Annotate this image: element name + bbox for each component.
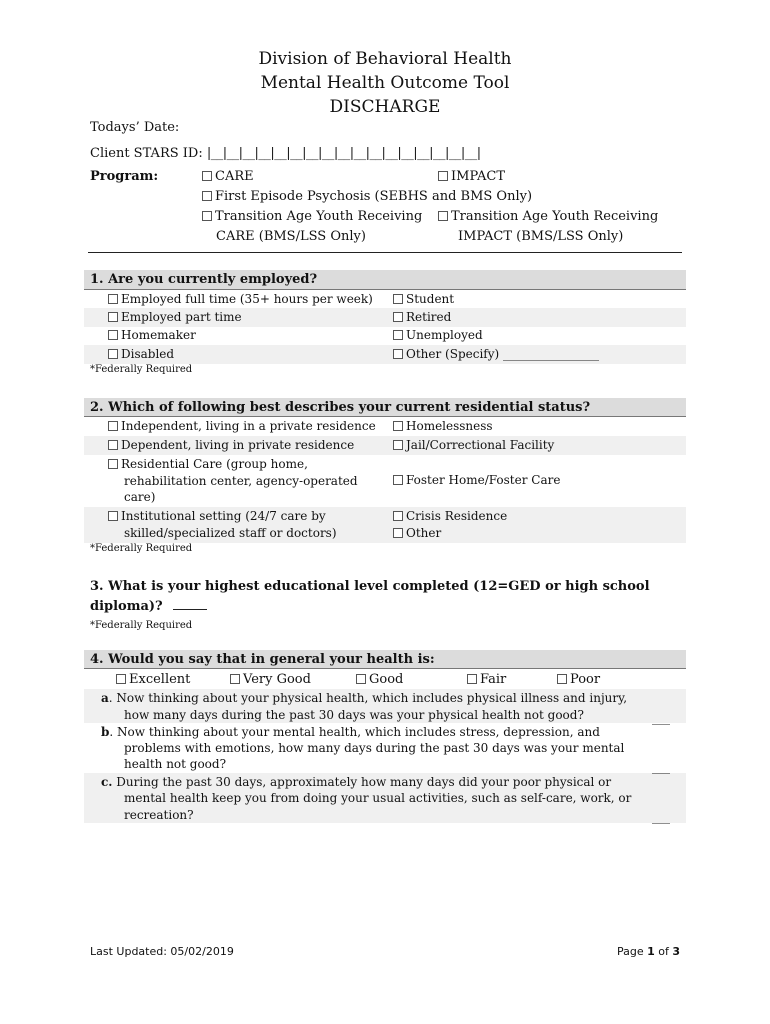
checkbox-icon[interactable]	[202, 171, 212, 181]
last-updated: Last Updated: 05/02/2019	[90, 945, 234, 958]
checkbox-icon[interactable]	[557, 674, 567, 684]
q4-option-good[interactable]: Good	[356, 672, 403, 687]
q2-note: *Federally Required	[90, 543, 193, 554]
q1-option-part-time[interactable]: Employed part time	[108, 310, 242, 324]
checkbox-icon[interactable]	[108, 511, 118, 521]
divider	[88, 252, 682, 253]
q4b-line2: problems with emotions, how many days during the past 30 days was your mental	[124, 741, 625, 755]
q1-option-disabled[interactable]: Disabled	[108, 347, 174, 361]
q1-option-other[interactable]: Other (Specify) ________________	[393, 347, 599, 361]
client-id-label: Client STARS ID:	[90, 146, 203, 161]
q2-option-institutional-line2: skilled/specialized staff or doctors)	[124, 526, 337, 540]
q1-title: 1. Are you currently employed?	[84, 270, 686, 290]
q4-option-fair[interactable]: Fair	[467, 672, 506, 687]
header-line-2: Mental Health Outcome Tool	[260, 73, 510, 93]
q1-option-student[interactable]: Student	[393, 292, 454, 306]
program-option-care[interactable]: CARE	[202, 169, 254, 184]
q4b-line3: health not good?	[124, 757, 227, 771]
q2-option-jail[interactable]: Jail/Correctional Facility	[393, 438, 554, 452]
q1-option-homemaker[interactable]: Homemaker	[108, 328, 196, 342]
checkbox-icon[interactable]	[393, 475, 403, 485]
q4-option-poor[interactable]: Poor	[557, 672, 600, 687]
q4-option-excellent[interactable]: Excellent	[116, 672, 190, 687]
q1-option-unemployed[interactable]: Unemployed	[393, 328, 483, 342]
checkbox-icon[interactable]	[202, 191, 212, 201]
checkbox-icon[interactable]	[393, 312, 403, 322]
q2-option-foster-care[interactable]: Foster Home/Foster Care	[393, 473, 560, 487]
checkbox-icon[interactable]	[108, 421, 118, 431]
q4c-line1: c. During the past 30 days, approximately how many days did your poor physical or	[101, 775, 612, 789]
q3-note: *Federally Required	[90, 620, 193, 631]
checkbox-icon[interactable]	[116, 674, 126, 684]
q4c-line3: recreation?	[124, 808, 194, 822]
header-line-1: Division of Behavioral Health	[258, 49, 512, 69]
q2-option-dependent[interactable]: Dependent, living in private residence	[108, 438, 354, 452]
q1-option-full-time[interactable]: Employed full time (35+ hours per week)	[108, 292, 373, 306]
q3-answer-blank[interactable]	[173, 609, 207, 610]
checkbox-icon[interactable]	[108, 312, 118, 322]
client-id-boxes[interactable]: |__|__|__|__|__|__|__|__|__|__|__|__|__|__|__|__|__|	[206, 146, 481, 161]
q4b-answer-blank[interactable]: ___	[652, 760, 670, 774]
checkbox-icon[interactable]	[230, 674, 240, 684]
program-option-tay-care-line2: CARE (BMS/LSS Only)	[216, 229, 366, 244]
program-option-tay-care[interactable]: Transition Age Youth Receiving	[202, 209, 422, 224]
q2-option-residential-care-line3: care)	[124, 490, 156, 504]
q2-option-residential-care[interactable]: Residential Care (group home,	[108, 457, 308, 471]
page-number: Page 1 of 3	[617, 945, 681, 958]
q2-option-other[interactable]: Other	[393, 526, 441, 540]
q2-option-institutional[interactable]: Institutional setting (24/7 care by	[108, 509, 326, 523]
client-id-row	[90, 146, 481, 161]
q4a-answer-blank[interactable]: ___	[652, 711, 670, 725]
checkbox-icon[interactable]	[467, 674, 477, 684]
q2-option-crisis-residence[interactable]: Crisis Residence	[393, 509, 507, 523]
q2-option-homelessness[interactable]: Homelessness	[393, 419, 493, 433]
q4b-line1: b. Now thinking about your mental health, which includes stress, depression, and	[101, 725, 600, 739]
q1-note: *Federally Required	[90, 364, 193, 375]
checkbox-icon[interactable]	[393, 440, 403, 450]
checkbox-icon[interactable]	[393, 511, 403, 521]
program-option-first-episode[interactable]: First Episode Psychosis (SEBHS and BMS Only)	[202, 189, 532, 204]
checkbox-icon[interactable]	[108, 294, 118, 304]
checkbox-icon[interactable]	[393, 349, 403, 359]
program-option-tay-impact-line2: IMPACT (BMS/LSS Only)	[458, 229, 624, 244]
program-option-tay-impact[interactable]: Transition Age Youth Receiving	[438, 209, 658, 224]
checkbox-icon[interactable]	[202, 211, 212, 221]
checkbox-icon[interactable]	[108, 330, 118, 340]
q2-option-independent[interactable]: Independent, living in a private residence	[108, 419, 376, 433]
header-line-3: DISCHARGE	[329, 97, 441, 117]
q4a-line1: a. Now thinking about your physical health, which includes physical illness and injury,	[101, 691, 628, 705]
checkbox-icon[interactable]	[393, 421, 403, 431]
q4-title: 4. Would you say that in general your health is:	[84, 650, 686, 669]
program-label: Program:	[90, 169, 159, 184]
q2-option-residential-care-line2: rehabilitation center, agency-operated	[124, 474, 358, 488]
q4c-answer-blank[interactable]: ___	[652, 810, 670, 824]
q3-question-line2: diploma)?	[90, 599, 207, 614]
checkbox-icon[interactable]	[393, 528, 403, 538]
checkbox-icon[interactable]	[356, 674, 366, 684]
checkbox-icon[interactable]	[438, 171, 448, 181]
q4-option-very-good[interactable]: Very Good	[230, 672, 311, 687]
q3-question-line1: 3. What is your highest educational level completed (12=GED or high school	[90, 579, 650, 594]
program-option-impact[interactable]: IMPACT	[438, 169, 505, 184]
checkbox-icon[interactable]	[108, 440, 118, 450]
checkbox-icon[interactable]	[438, 211, 448, 221]
q1-option-retired[interactable]: Retired	[393, 310, 451, 324]
q4a-line2: how many days during the past 30 days was your physical health not good?	[124, 708, 584, 722]
todays-date-label: Todays’ Date:	[90, 120, 180, 135]
q2-title: 2. Which of following best describes your current residential status?	[84, 398, 686, 417]
checkbox-icon[interactable]	[108, 349, 118, 359]
checkbox-icon[interactable]	[393, 294, 403, 304]
checkbox-icon[interactable]	[393, 330, 403, 340]
checkbox-icon[interactable]	[108, 459, 118, 469]
q4c-line2: mental health keep you from doing your usual activities, such as self-care, work, or	[124, 791, 632, 805]
